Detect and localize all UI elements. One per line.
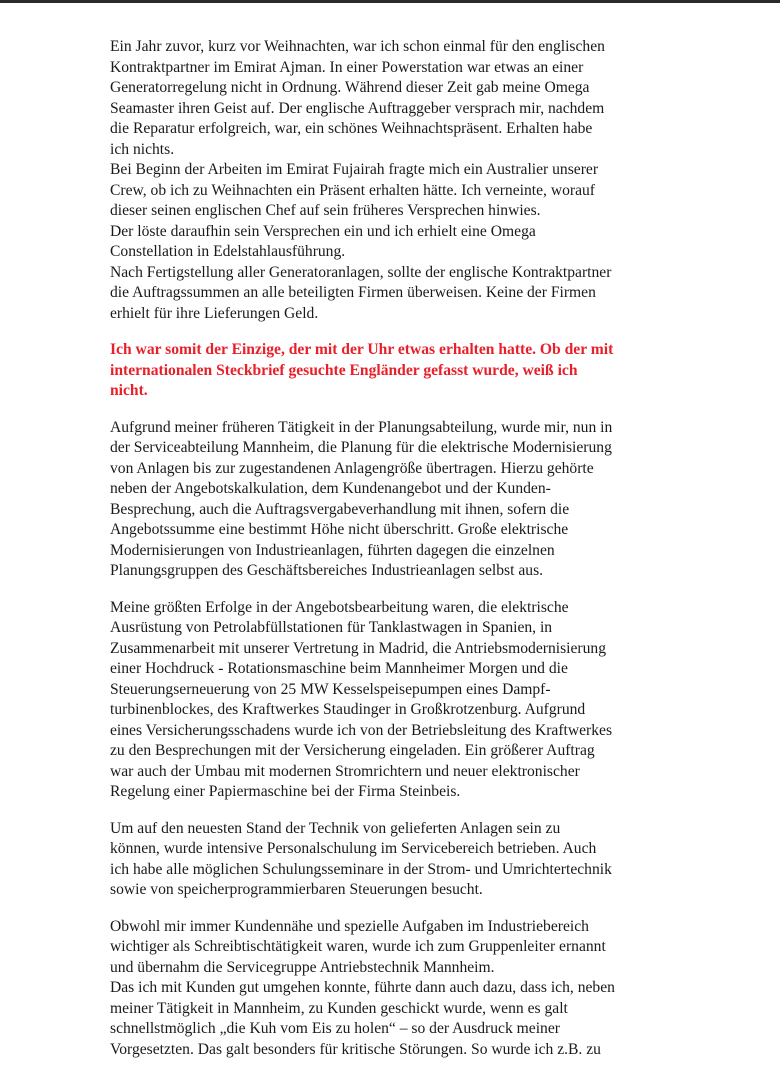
- text-line: Angebotssumme eine bestimmt Höhe nicht überschritt. Große elektrische: [110, 521, 569, 538]
- text-line: meiner Tätigkeit in Mannheim, zu Kunden geschickt wurde, wenn es galt: [110, 999, 568, 1017]
- text-line: von Anlagen bis zur zugestandenen Anlagengröße übertragen. Hierzu gehörte: [110, 459, 594, 477]
- text-line: zu den Besprechungen mit der Versicherung eingeladen. Ein größerer Auftrag: [110, 742, 595, 759]
- text-line: dieser seinen englischen Chef auf sein früheres Versprechen hinwies.: [110, 202, 541, 219]
- text-line: Aufgrund meiner früheren Tätigkeit in der Planungsabteilung, wurde mir, nun in: [110, 418, 613, 436]
- text-line: können, wurde intensive Personalschulung im Servicebereich betrieben. Auch: [110, 840, 597, 857]
- text-line: neben der Angebotskalkulation, dem Kundenangebot und der Kunden-: [110, 480, 551, 497]
- text-line: Obwohl mir immer Kundennähe und spezielle Aufgaben im Industriebereich: [110, 917, 589, 935]
- scan-top-edge: [0, 0, 780, 3]
- paragraph: [110, 418, 750, 582]
- text-line: Bei Beginn der Arbeiten im Emirat Fujairah fragte mich ein Australier unserer: [110, 161, 599, 178]
- text-line: und übernahm die Servicegruppe Antriebstechnik Mannheim.: [110, 958, 495, 976]
- text-line: einer Hochdruck - Rotationsmaschine beim Mannheimer Morgen und die: [110, 660, 568, 677]
- text-line: sowie von speicherprogrammierbaren Steuerungen besucht.: [110, 881, 483, 898]
- paragraph: [110, 819, 750, 901]
- text-line: ich habe alle möglichen Schulungsseminare in der Strom- und Umrichtertechnik: [110, 860, 612, 878]
- text-line: erhielt für ihre Lieferungen Geld.: [110, 304, 319, 322]
- paragraph-gap: [110, 324, 750, 340]
- text-line: Der löste daraufhin sein Versprechen ein und ich erhielt eine Omega: [110, 222, 536, 240]
- text-line: internationalen Steckbrief gesuchte Engländer gefasst wurde, weiß ich: [110, 361, 578, 379]
- text-line: turbinenblockes, des Kraftwerkes Staudinger in Großkrotzenburg. Aufgrund: [110, 701, 586, 718]
- text-line: Um auf den neuesten Stand der Technik von gelieferten Anlagen sein zu: [110, 819, 561, 837]
- text-line: eines Versicherungsschadens wurde ich von der Betriebsleitung des Kraftwerkes: [110, 721, 613, 739]
- highlighted-paragraph: [110, 340, 750, 402]
- text-line: wichtiger als Schreibtischtätigkeit waren, wurde ich zum Gruppenleiter ernannt: [110, 938, 606, 955]
- paragraph-gap: [110, 901, 750, 917]
- text-line: Modernisierungen von Industrieanlagen, führten dagegen die einzelnen: [110, 541, 555, 559]
- text-line: Regelung einer Papiermaschine bei der Firma Steinbeis.: [110, 783, 461, 800]
- text-line: Vorgesetzten. Das galt besonders für kritische Störungen. So wurde ich z.B. zu: [110, 1040, 601, 1058]
- text-line: Das ich mit Kunden gut umgehen konnte, führte dann auch dazu, dass ich, neben: [110, 979, 615, 996]
- text-line: die Reparatur erfolgreich, war, ein schönes Weihnachtspräsent. Erhalten habe: [110, 120, 593, 137]
- text-line: Kontraktpartner im Emirat Ajman. In einer Powerstation war etwas an einer: [110, 58, 584, 76]
- text-line: Ein Jahr zuvor, kurz vor Weihnachten, war ich schon einmal für den englischen: [110, 38, 605, 55]
- text-line: schnellstmöglich „die Kuh vom Eis zu holen“ – so der Ausdruck meiner: [110, 1020, 560, 1037]
- paragraph-gap: [110, 402, 750, 418]
- text-line: Constellation in Edelstahlausführung.: [110, 243, 346, 260]
- text-line: Meine größten Erfolge in der Angebotsbearbeitung waren, die elektrische: [110, 598, 569, 616]
- text-line: Ich war somit der Einzige, der mit der Uhr etwas erhalten hatte. Ob der mit: [110, 341, 614, 358]
- text-line: Planungsgruppen des Geschäftsbereiches Industrieanlagen selbst aus.: [110, 562, 544, 579]
- text-line: Seamaster ihren Geist auf. Der englische Auftraggeber versprach mir, nachdem: [110, 99, 605, 117]
- text-line: Generatorregelung nicht in Ordnung. Während dieser Zeit gab meine Omega: [110, 79, 590, 96]
- text-line: Crew, ob ich zu Weihnachten ein Präsent erhalten hätte. Ich verneinte, worauf: [110, 181, 595, 199]
- text-line: die Auftragssummen an alle beteiligten Firmen überweisen. Keine der Firmen: [110, 284, 596, 301]
- paragraph-gap: [110, 803, 750, 819]
- text-line: Nach Fertigstellung aller Generatoranlagen, sollte der englische Kontraktpartner: [110, 263, 612, 281]
- text-line: Besprechung, auch die Auftragsvergabeverhandlung mit ihnen, sofern die: [110, 500, 570, 518]
- paragraph: [110, 917, 750, 1061]
- paragraph-gap: [110, 582, 750, 598]
- text-line: ich nichts.: [110, 140, 175, 158]
- text-line: nicht.: [110, 382, 148, 399]
- text-line: der Serviceabteilung Mannheim, die Planung für die elektrische Modernisierung: [110, 439, 612, 456]
- text-line: war auch der Umbau mit modernen Stromrichtern und neuer elektronischer: [110, 762, 580, 780]
- text-line: Ausrüstung von Petrolabfüllstationen für Tanklastwagen in Spanien, in: [110, 619, 553, 636]
- document-body: [110, 37, 750, 1060]
- paragraph: [110, 37, 750, 324]
- text-line: Steuerungserneuerung von 25 MW Kesselspeisepumpen eines Dampf-: [110, 680, 551, 698]
- paragraph: [110, 598, 750, 803]
- text-line: Zusammenarbeit mit unserer Vertretung in Madrid, die Antriebsmodernisierung: [110, 639, 606, 657]
